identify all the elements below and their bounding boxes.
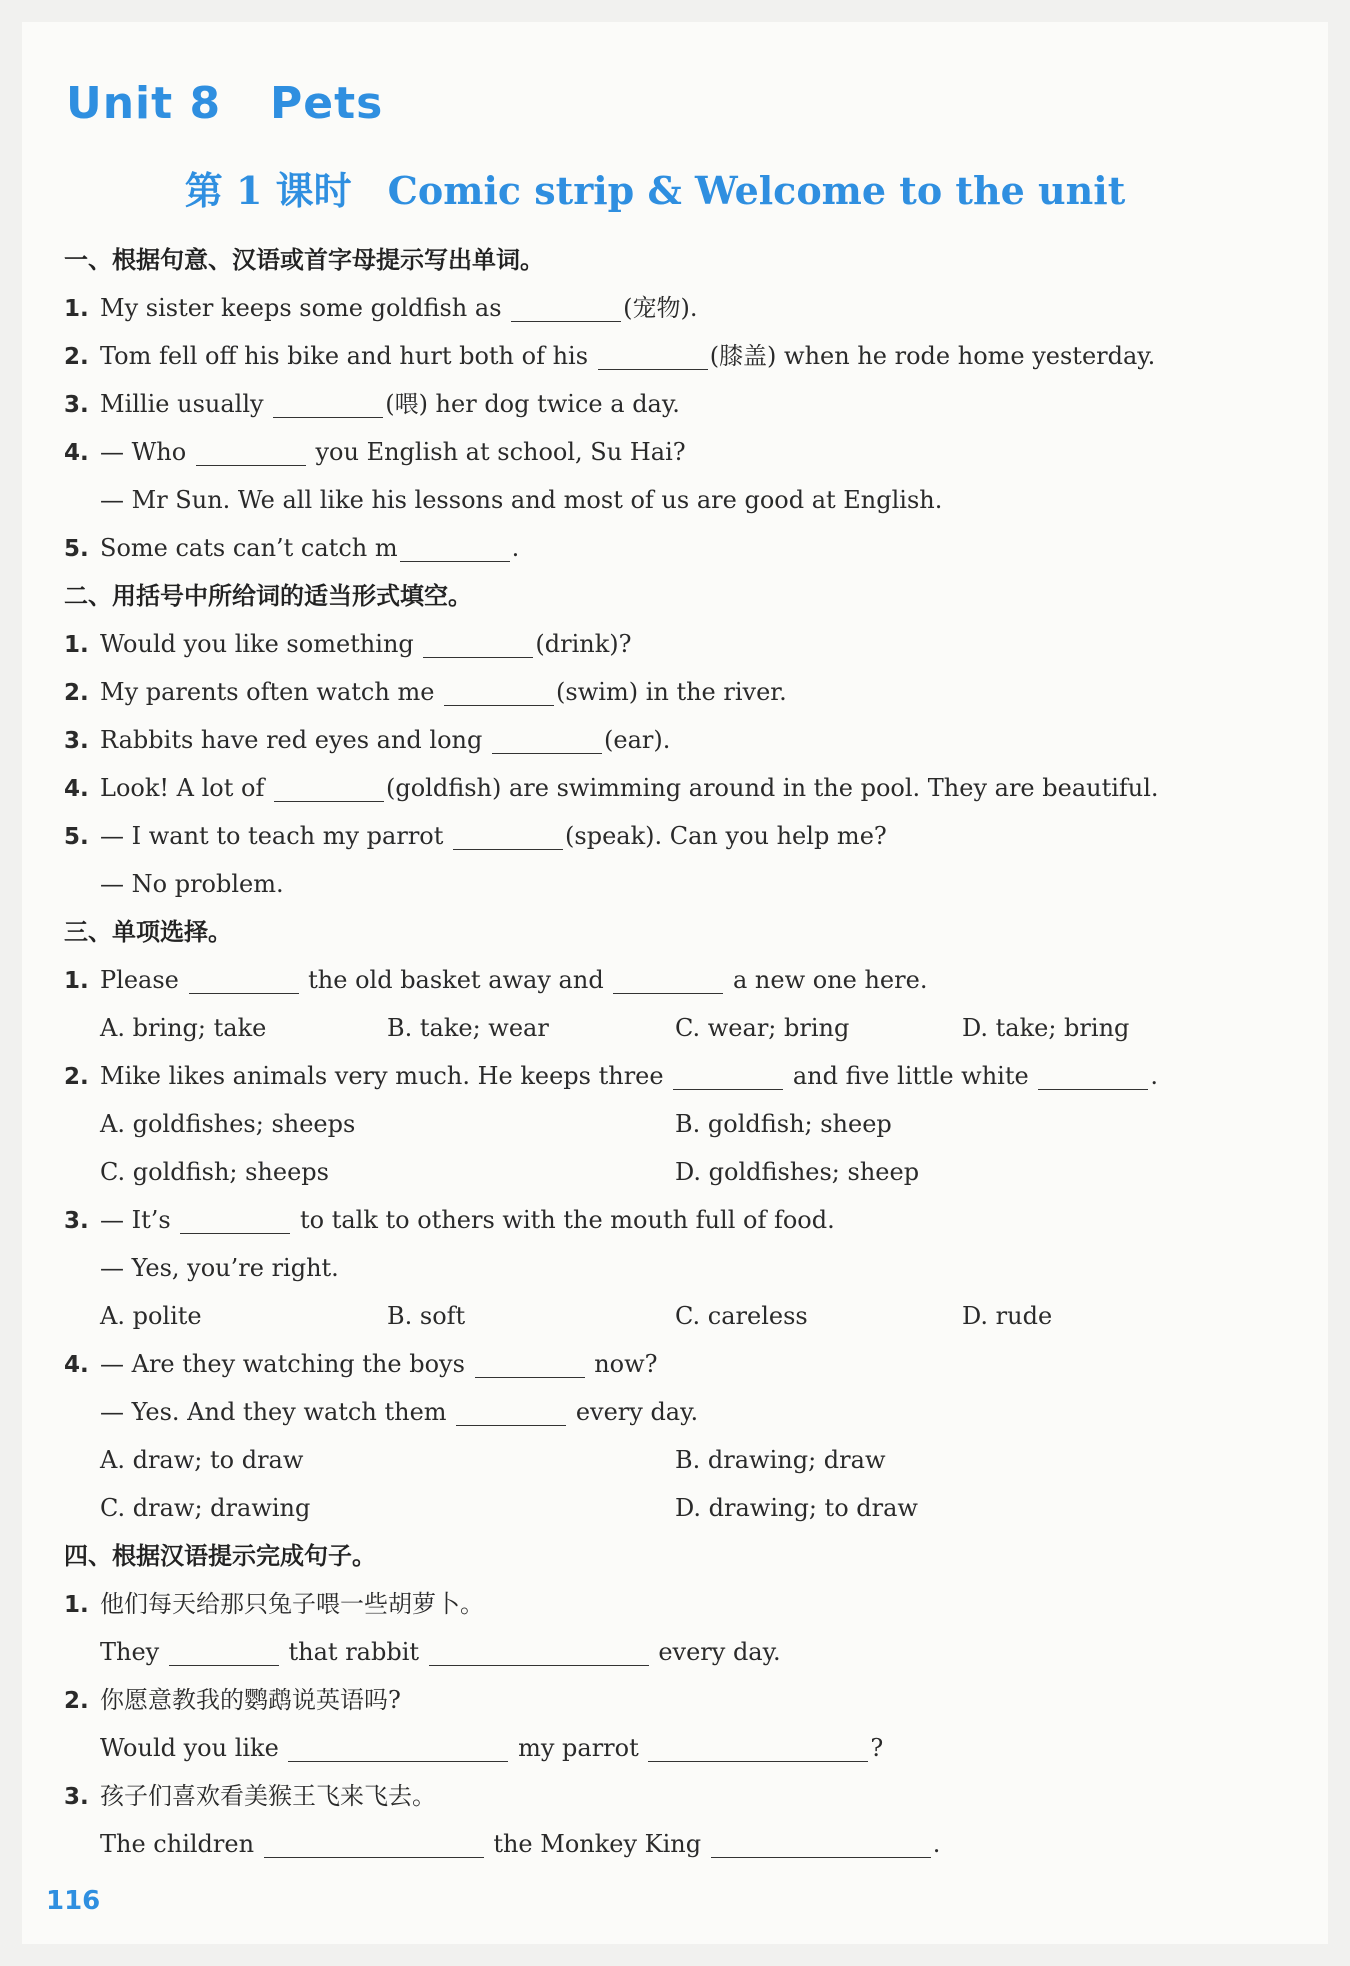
s4-question-3-prompt: [64, 1772, 1294, 1820]
s4-question-2-answer: [64, 1724, 1294, 1772]
chinese-prompt: 孩子们喜欢看美猴王飞来飞去。: [100, 1782, 436, 1810]
s3-q3-options: [64, 1292, 1294, 1340]
question-text: Tom fell off his bike and hurt both of his: [100, 342, 589, 370]
question-number: 3.: [64, 1784, 89, 1810]
question-text: (speak). Can you help me?: [565, 822, 887, 850]
question-text: (swim) in the river.: [556, 678, 787, 706]
lesson-name: Comic strip & Welcome to the unit: [387, 168, 1126, 213]
answer-blank[interactable]: [598, 339, 708, 370]
answer-blank[interactable]: [189, 963, 299, 994]
answer-blank[interactable]: [423, 627, 533, 658]
s4-question-3-answer: [64, 1820, 1294, 1868]
answer-blank[interactable]: [273, 387, 383, 418]
question-number: 4.: [64, 440, 89, 466]
question-number: 2.: [64, 344, 89, 370]
question-text: a new one here.: [732, 966, 928, 994]
section-4-title: 四、根据汉语提示完成句子。: [64, 1542, 376, 1570]
answer-blank[interactable]: [429, 1635, 649, 1666]
s2-question-1: [64, 620, 1294, 668]
chinese-prompt: 他们每天给那只兔子喂一些胡萝卜。: [100, 1590, 484, 1618]
question-text: — It’s: [100, 1206, 171, 1234]
question-text: now?: [594, 1350, 658, 1378]
question-text: — I want to teach my parrot: [100, 822, 444, 850]
question-text: (膝盖) when he rode home yesterday.: [709, 342, 1156, 370]
lesson-title: [0, 160, 1310, 215]
question-text: every day.: [575, 1398, 699, 1426]
question-number: 5.: [64, 824, 89, 850]
answer-blank[interactable]: [264, 1827, 484, 1858]
option-b[interactable]: B. drawing; draw: [675, 1446, 886, 1474]
s3-question-4: [64, 1340, 1294, 1388]
option-d[interactable]: D. goldfishes; sheep: [675, 1158, 920, 1186]
question-text: .: [932, 1830, 941, 1858]
option-a[interactable]: A. goldfishes; sheeps: [100, 1110, 356, 1138]
answer-blank[interactable]: [196, 435, 306, 466]
option-c[interactable]: C. draw; drawing: [100, 1494, 311, 1522]
answer-blank[interactable]: [475, 1347, 585, 1378]
question-text: .: [1150, 1062, 1158, 1090]
option-d[interactable]: D. rude: [962, 1302, 1053, 1330]
question-text: the old basket away and: [308, 966, 604, 994]
option-d[interactable]: D. drawing; to draw: [675, 1494, 918, 1522]
s3-q4-options-row2: [64, 1484, 1294, 1532]
s3-q1-options: [64, 1004, 1294, 1052]
question-text: Millie usually: [100, 390, 264, 418]
question-number: 1.: [64, 1592, 89, 1618]
answer-blank[interactable]: [180, 1203, 290, 1234]
section-2-title: 二、用括号中所给词的适当形式填空。: [64, 582, 472, 610]
question-text: (ear).: [604, 726, 671, 754]
answer-blank[interactable]: [453, 819, 563, 850]
s2-question-5-response: — No problem.: [100, 870, 284, 898]
answer-blank[interactable]: [673, 1059, 783, 1090]
answer-blank[interactable]: [613, 963, 723, 994]
s3-question-1: [64, 956, 1294, 1004]
s1-question-4-response: — Mr Sun. We all like his lessons and most of us are good at English.: [100, 486, 943, 514]
s2-question-2: [64, 668, 1294, 716]
question-number: 2.: [64, 1064, 89, 1090]
page-number: 116: [46, 1886, 101, 1916]
question-text: My parents often watch me: [100, 678, 435, 706]
option-a[interactable]: A. draw; to draw: [100, 1446, 304, 1474]
question-number: 3.: [64, 392, 89, 418]
question-text: that rabbit: [288, 1638, 420, 1666]
s3-q4-options-row1: [64, 1436, 1294, 1484]
section-3-title: 三、单项选择。: [64, 918, 232, 946]
answer-blank[interactable]: [274, 771, 384, 802]
question-text: the Monkey King: [493, 1830, 702, 1858]
s2-question-5: [64, 812, 1294, 860]
s3-question-3-response: — Yes, you’re right.: [100, 1254, 339, 1282]
s4-question-2-prompt: [64, 1676, 1294, 1724]
option-c[interactable]: C. goldfish; sheeps: [100, 1158, 329, 1186]
question-number: 5.: [64, 536, 89, 562]
section-1-title: 一、根据句意、汉语或首字母提示写出单词。: [64, 246, 544, 274]
answer-blank[interactable]: [711, 1827, 931, 1858]
option-c[interactable]: C. careless: [675, 1302, 808, 1330]
answer-blank[interactable]: [492, 723, 602, 754]
question-text: (goldfish) are swimming around in the pool. They are beautiful.: [385, 774, 1159, 802]
question-text: The children: [100, 1830, 255, 1858]
question-text: (喂) her dog twice a day.: [385, 390, 680, 418]
option-a[interactable]: A. bring; take: [100, 1014, 267, 1042]
question-text: They: [100, 1638, 160, 1666]
s1-question-4: [64, 428, 1294, 476]
question-text: my parrot: [518, 1734, 639, 1762]
answer-blank[interactable]: [1038, 1059, 1148, 1090]
question-number: 1.: [64, 632, 89, 658]
s3-question-3: [64, 1196, 1294, 1244]
s3-question-2: [64, 1052, 1294, 1100]
option-a[interactable]: A. polite: [100, 1302, 202, 1330]
question-text: to talk to others with the mouth full of food.: [299, 1206, 835, 1234]
question-text: Would you like: [100, 1734, 279, 1762]
question-text: (宠物).: [623, 294, 698, 322]
option-b[interactable]: B. take; wear: [387, 1014, 549, 1042]
question-text: — Yes. And they watch them: [100, 1398, 447, 1426]
question-text: Would you like something: [100, 630, 414, 658]
lesson-label: 第 1 课时: [184, 168, 352, 213]
question-text: every day.: [658, 1638, 781, 1666]
s1-question-2: [64, 332, 1294, 380]
question-number: 1.: [64, 296, 89, 322]
question-text: you English at school, Su Hai?: [315, 438, 686, 466]
question-text: — Who: [100, 438, 187, 466]
s3-q2-options-row2: [64, 1148, 1294, 1196]
question-number: 3.: [64, 1208, 89, 1234]
answer-blank[interactable]: [456, 1395, 566, 1426]
s1-question-1: [64, 284, 1294, 332]
exercise-content: [64, 236, 1294, 1868]
question-text: Mike likes animals very much. He keeps three: [100, 1062, 664, 1090]
question-text: My sister keeps some goldfish as: [100, 294, 502, 322]
s2-question-3: [64, 716, 1294, 764]
question-text: (drink)?: [535, 630, 632, 658]
s3-question-4-response: [64, 1388, 1294, 1436]
question-text: .: [511, 534, 520, 562]
question-text: and five little white: [792, 1062, 1029, 1090]
s1-question-5: [64, 524, 1294, 572]
option-d[interactable]: D. take; bring: [962, 1014, 1130, 1042]
answer-blank[interactable]: [288, 1731, 508, 1762]
s2-question-4: [64, 764, 1294, 812]
s1-question-3: [64, 380, 1294, 428]
question-text: — Are they watching the boys: [100, 1350, 465, 1378]
question-text: Please: [100, 966, 179, 994]
question-number: 2.: [64, 680, 89, 706]
answer-blank[interactable]: [169, 1635, 279, 1666]
question-number: 1.: [64, 968, 89, 994]
option-c[interactable]: C. wear; bring: [675, 1014, 850, 1042]
question-number: 2.: [64, 1688, 89, 1714]
question-text: Rabbits have red eyes and long: [100, 726, 483, 754]
chinese-prompt: 你愿意教我的鹦鹉说英语吗?: [100, 1686, 401, 1714]
question-number: 3.: [64, 728, 89, 754]
question-text: ?: [870, 1734, 884, 1762]
s4-question-1-answer: [64, 1628, 1294, 1676]
question-number: 4.: [64, 776, 89, 802]
answer-blank[interactable]: [511, 291, 621, 322]
option-b[interactable]: B. soft: [387, 1302, 466, 1330]
s4-question-1-prompt: [64, 1580, 1294, 1628]
unit-title: Unit 8 Pets: [66, 78, 384, 129]
s3-q2-options-row1: [64, 1100, 1294, 1148]
question-text: Look! A lot of: [100, 774, 265, 802]
option-b[interactable]: B. goldfish; sheep: [675, 1110, 892, 1138]
answer-blank[interactable]: [648, 1731, 868, 1762]
answer-blank[interactable]: [444, 675, 554, 706]
question-number: 4.: [64, 1352, 89, 1378]
question-text: Some cats can’t catch m: [100, 534, 398, 562]
answer-blank[interactable]: [400, 531, 510, 562]
